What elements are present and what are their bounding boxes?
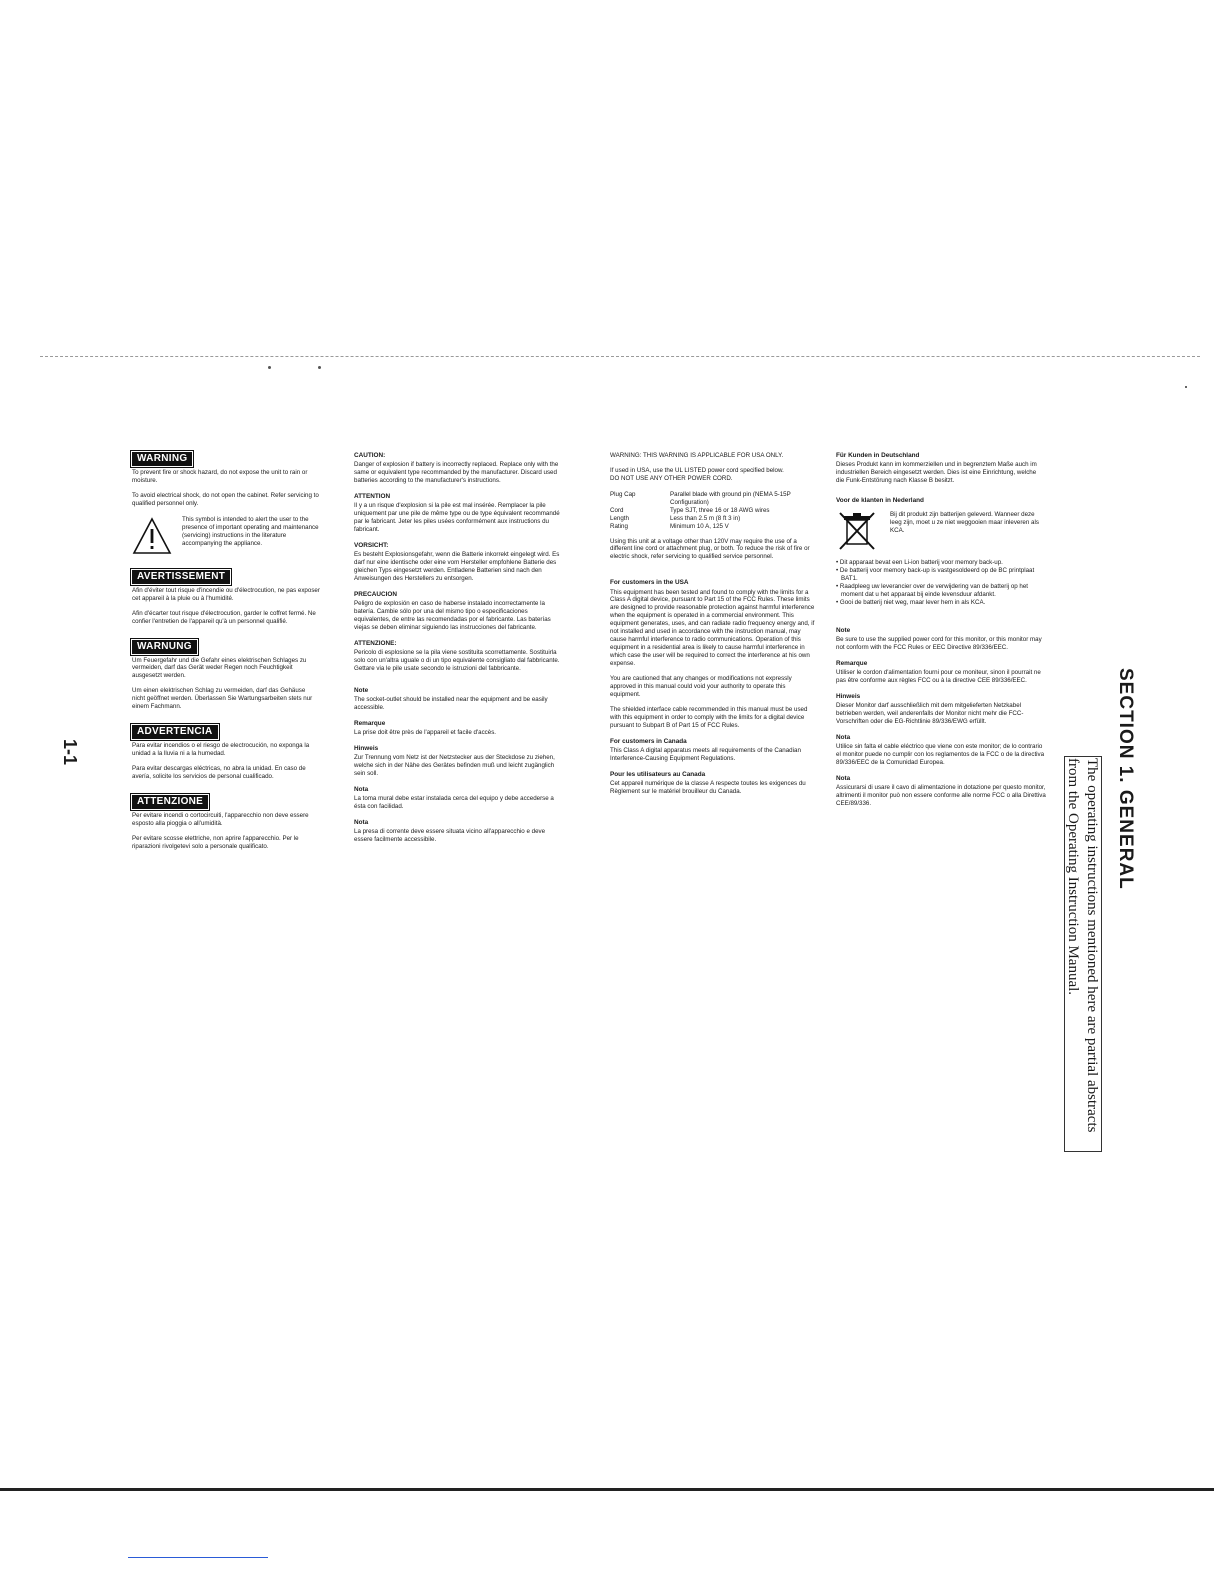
hinweis-heading: Hinweis bbox=[354, 745, 379, 752]
column-battery-cautions bbox=[354, 452, 564, 844]
vorsicht-heading: VORSICHT: bbox=[354, 541, 389, 549]
note-text: Be sure to use the supplied power cord for this monitor, or this monitor may not conform with the FCC Rules or EEC Directive 89/336/EEC. bbox=[836, 636, 1042, 651]
spec-row: Rating Minimum 10 A, 125 V bbox=[610, 522, 729, 530]
precaucion-heading: PRECAUCION bbox=[354, 590, 397, 598]
list-item: • Dit apparaat bevat een Li-ion batterij voor memory back-up. bbox=[836, 559, 1003, 567]
warnung-text: Um einen elektrischen Schlag zu vermeiden, darf das Gehäuse nicht geöffnet werden. Überlassen Sie Wartungsarbeiten stets nur einem Fachmann. bbox=[132, 687, 313, 711]
netherlands-text: Bij dit produkt zijn batterijen geleverd. Wanneer deze leeg zijn, moet u ze niet weggooien maar inleveren als KCA. bbox=[890, 511, 1039, 535]
netherlands-heading: Voor de klanten in Nederland bbox=[836, 497, 924, 504]
scan-speck bbox=[268, 366, 271, 369]
nota-text: Assicurarsi di usare il cavo di alimentazione in dotazione per questo monitor, altrimenti il monitor può non essere conforme alle norme FCC o alla Direttiva CEE/89/336. bbox=[836, 784, 1046, 807]
nota-heading: Nota bbox=[836, 774, 851, 782]
precaucion-text: Peligro de explosión en caso de haberse instalado incorrectamente la batería. Cambie sólo por una del mismo tipo o especificaciones equivalentes, de entre las recomendadas por el fabricante. Las baterías viejas se deben eliminar siguiendo las instrucciones del fabricante. bbox=[354, 600, 551, 631]
column-safety-warnings bbox=[132, 452, 320, 851]
netherlands-bullets bbox=[836, 559, 1046, 607]
attenzione-badge: ATTENZIONE bbox=[132, 795, 208, 809]
warnung-badge: WARNUNG bbox=[132, 640, 197, 654]
attention-heading: ATTENTION bbox=[354, 493, 391, 500]
section-title: SECTION 1. GENERAL bbox=[1115, 668, 1136, 890]
avertissement-badge: AVERTISSEMENT bbox=[132, 570, 230, 584]
remarque-heading: Remarque bbox=[354, 719, 386, 727]
top-divider bbox=[40, 356, 1200, 357]
caution-heading: CAUTION: bbox=[354, 452, 386, 459]
nota-text: La presa di corrente deve essere situata vicino all'apparecchio e deve essere facilmente accessibile. bbox=[354, 828, 546, 844]
germany-text: Dieses Produkt kann im kommerziellen und in begrenztem Maße auch im industriellen Bereich eingesetzt werden. Dies ist eine Einrichtung, welche die Funk-Entstörung nach Klasse B besitzt. bbox=[836, 461, 1037, 485]
crossed-bin-icon bbox=[836, 511, 878, 551]
list-item: • Raadpleeg uw leverancier over de verwijdering van de batterij op het moment dat u het apparaat bij einde levensduur afdankt. bbox=[836, 583, 1029, 598]
spec-row: Plug Cap Parallel blade with ground pin (NEMA 5-15P Configuration) bbox=[610, 490, 791, 506]
bottom-divider bbox=[0, 1488, 1214, 1491]
usa-customers-text: This equipment has been tested and found to comply with the limits for a Class A digital device, pursuant to Part 15 of the FCC Rules. These limits are designed to provide reasonable protection against harmful interference when the equipment is operated in a commercial environment. This equipment generates, uses, and can radiate radio frequency energy and, if not installed and used in accordance with the instruction manual, may cause harmful interference to radio communications. Operation of this equipment in a residential area is likely to cause harmful interference in which case the user will be required to correct the interference at his own expense. bbox=[610, 588, 815, 667]
scan-speck bbox=[1185, 386, 1187, 388]
nota-heading: Nota bbox=[354, 819, 369, 827]
column-regional-notes bbox=[836, 452, 1046, 808]
power-cord-spec-table bbox=[610, 491, 816, 531]
battery-disposal-row bbox=[836, 511, 1046, 551]
canada-fr-heading: Pour les utilisateurs au Canada bbox=[610, 770, 706, 778]
usa-cord-text: DO NOT USE ANY OTHER POWER CORD. bbox=[610, 474, 733, 482]
vorsicht-text: Es besteht Explosionsgefahr, wenn die Batterie inkorrekt eingelegt wird. Es darf nur eine identische oder eine vom Hersteller empfohlene Batterie des gleichen Typs eingesetzt werden. Entladene Batterien sind nach den Anweisungen des Herstellers zu entsorgen. bbox=[354, 551, 560, 582]
nota-text: La toma mural debe estar instalada cerca del equipo y debe accederse a ésta con facilidad. bbox=[354, 795, 554, 811]
warning-text: To avoid electrical shock, do not open the cabinet. Refer servicing to qualified personnel only. bbox=[132, 491, 319, 507]
hinweis-heading: Hinweis bbox=[836, 692, 861, 700]
attention-text: Il y a un risque d'explosion si la pile est mal insérée. Remplacer la pile uniquement par une pile de même type ou de type équivalent recommandé par le fabricant. Jeter les piles usées conformément aux instructions du fabricant. bbox=[354, 502, 560, 533]
germany-heading: Für Kunden in Deutschland bbox=[836, 452, 920, 459]
usa-warning-text: WARNING: THIS WARNING IS APPLICABLE FOR USA ONLY. bbox=[610, 452, 784, 459]
usa-customers-heading: For customers in the USA bbox=[610, 579, 689, 587]
note-text: The socket-outlet should be installed near the equipment and be easily accessible. bbox=[354, 696, 548, 711]
spec-row: Length Less than 2.5 m (8 ft 3 in) bbox=[610, 514, 741, 522]
note-heading: Note bbox=[354, 686, 369, 694]
warning-symbol-text: This symbol is intended to alert the user to the presence of important operating and maintenance (servicing) instructions in the literature accompanying the appliance. bbox=[182, 515, 319, 547]
advertencia-text: Para evitar descargas eléctricas, no abra la unidad. En caso de avería, solicite los servicios de personal cualificado. bbox=[132, 765, 306, 780]
side-note-text: The operating instructions mentioned here are partial abstracts from the Operating Instruction Manual. bbox=[1065, 758, 1100, 1133]
column-fcc-compliance bbox=[610, 452, 816, 796]
footer-underline bbox=[128, 1557, 268, 1558]
warning-badge: WARNING bbox=[132, 452, 192, 466]
avertissement-text: Afin d'écarter tout risque d'électrocution, garder le coffret fermé. Ne confier l'entretien de l'appareil qu'à un personnel qualifié. bbox=[132, 609, 316, 625]
canada-customers-text: This Class A digital apparatus meets all requirements of the Canadian Interference-Causing Equipment Regulations. bbox=[610, 746, 801, 762]
voltage-text: Using this unit at a voltage other than 120V may require the use of a different line cord or attachment plug, or both. To reduce the risk of fire or electric shock, refer servicing to qualified service personnel. bbox=[610, 537, 810, 561]
warning-text: To prevent fire or shock hazard, do not expose the unit to rain or moisture. bbox=[132, 469, 308, 484]
usa-customers-text: The shielded interface cable recommended in this manual must be used with this equipment in order to comply with the limits for a digital device pursuant to Subpart B of Part 15 of FCC Rules. bbox=[610, 705, 808, 729]
scan-speck bbox=[318, 366, 321, 369]
canada-customers-heading: For customers in Canada bbox=[610, 737, 687, 745]
advertencia-text: Para evitar incendios o el riesgo de electrocución, no exponga la unidad a la lluvia ni a la humedad. bbox=[132, 742, 310, 758]
usa-cord-text: If used in USA, use the UL LISTED power cord specified below. bbox=[610, 466, 784, 474]
hinweis-text: Dieser Monitor darf ausschließlich mit dem mitgelieferten Netzkabel betrieben werden, weil anderenfalls der Monitor nicht mehr die FCC-Vorschriften oder die EG-Richtlinie 89/336/EWG erfüllt. bbox=[836, 702, 1024, 725]
attenzione-text: Per evitare scosse elettriche, non aprire l'apparecchio. Per le riparazioni rivolgetevi solo a personale qualificato. bbox=[132, 834, 299, 850]
page-number: 1-1 bbox=[60, 738, 80, 765]
caution-text: Danger of explosion if battery is incorrectly replaced. Replace only with the same or equivalent type recommanded by the manufacturer. Discard used batteries according to the manufacturer's instructions. bbox=[354, 461, 559, 485]
remarque-text: La prise doit être près de l'appareil et facile d'accès. bbox=[354, 729, 497, 737]
hinweis-text: Zur Trennung vom Netz ist der Netzstecker aus der Steckdose zu ziehen, welche sich in der Nähe des Gerätes befinden muß und leicht zugänglich sein soll. bbox=[354, 754, 555, 778]
warnung-text: Um Feuergefahr und die Gefahr eines elektrischen Schlages zu vermeiden, darf das Gerät weder Regen noch Feuchtigkeit ausgesetzt werden. bbox=[132, 656, 307, 680]
attenzione-heading: ATTENZIONE: bbox=[354, 639, 397, 647]
warning-symbol-row bbox=[132, 516, 320, 556]
canada-fr-text: Cet appareil numérique de la classe A respecte toutes les exigences du Règlement sur le matériel brouilleur du Canada. bbox=[610, 779, 806, 795]
exclamation-triangle-icon bbox=[132, 516, 172, 556]
nota-text: Utilice sin falta el cable eléctrico que viene con este monitor; de lo contrario el monitor puede no cumplir con los reglamentos de la FCC o de la directiva 89/336/EEC de la Comunidad Europea. bbox=[836, 743, 1045, 766]
avertissement-text: Afin d'éviter tout risque d'incendie ou d'électrocution, ne pas exposer cet appareil à la pluie ou à l'humidité. bbox=[132, 586, 320, 602]
list-item: • De batterij voor memory back-up is vastgesoldeerd op de BC printplaat BAT1. bbox=[836, 567, 1035, 583]
remarque-heading: Remarque bbox=[836, 659, 868, 667]
remarque-text: Utiliser le cordon d'alimentation fourni pour ce moniteur, sinon il pourrait ne pas être conforme aux règles FCC ou à la directive CEE 89/336/EEC. bbox=[836, 669, 1041, 684]
attenzione-text: Pericolo di esplosione se la pila viene sostituita scorrettamente. Sostituirla solo con un'altra uguale o di un tipo equivalente consigliato dal fabbricante. Gettare via le pile usate secondo le istruzioni del fabbricante. bbox=[354, 649, 560, 672]
spec-row: Cord Type SJT, three 16 or 18 AWG wires bbox=[610, 506, 770, 514]
nota-heading: Nota bbox=[354, 786, 369, 793]
attenzione-text: Per evitare incendi o cortocircuiti, l'apparecchio non deve essere esposto alla pioggia o all'umidità. bbox=[132, 811, 309, 827]
nota-heading: Nota bbox=[836, 733, 851, 741]
advertencia-badge: ADVERTENCIA bbox=[132, 725, 218, 739]
note-heading: Note bbox=[836, 626, 851, 634]
list-item: • Gooi de batterij niet weg, maar lever hem in als KCA. bbox=[836, 598, 986, 606]
usa-customers-text: You are cautioned that any changes or modifications not expressly approved in this manual could void your authority to operate this equipment. bbox=[610, 674, 792, 698]
